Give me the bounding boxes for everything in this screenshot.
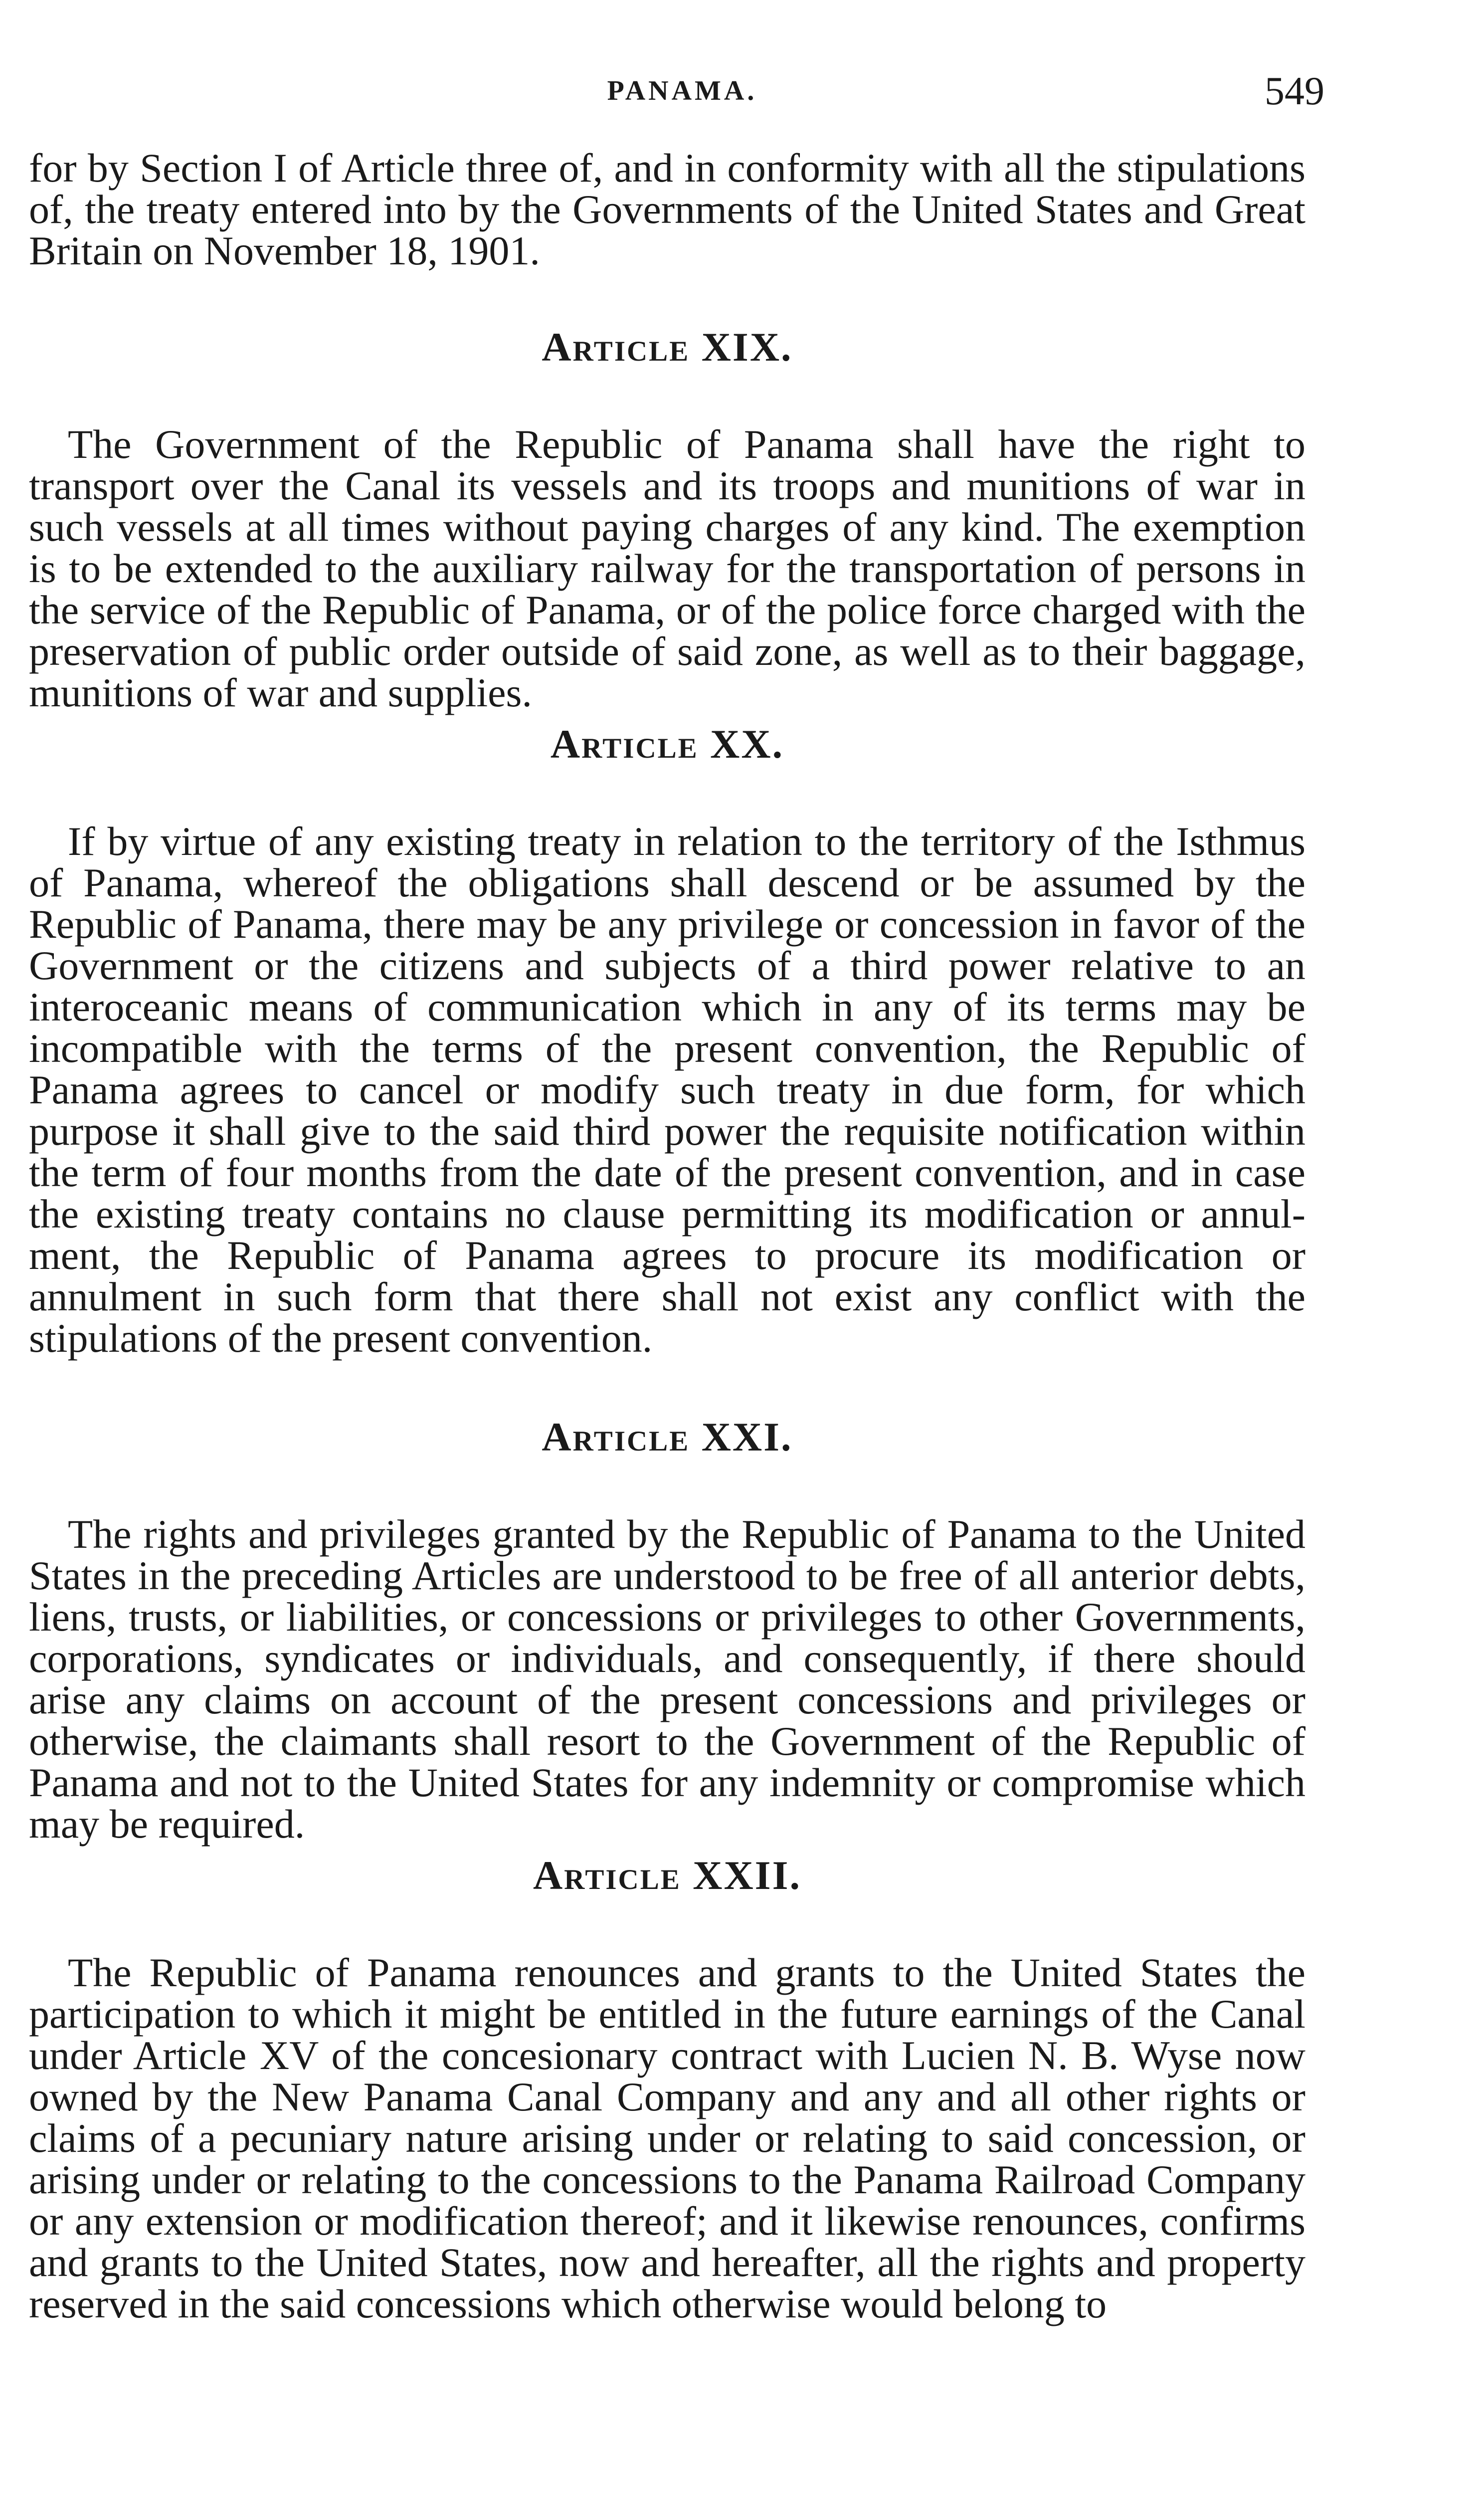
article-heading-xxi: Article XXI.	[542, 1414, 793, 1459]
page-number: 549	[1265, 69, 1324, 113]
article-paragraph-xx: If by virtue of any existing treaty in relation to the territory of the Isthmus of Panama, whereof the obligations shall descend or be assumed by the Republic of Panama, there may be any privilege or concession in favor of the Government or the citizens and subjects of a third power relative to an interoceanic means of communication which in any of its terms may be incompatible with the terms of the present convention, the Republic of Panama agrees to cancel or modify such treaty in due form, for which purpose it shall give to the said third power the requisite notification within the term of four months from the date of the present convention, and in case the existing treaty contains no clause permitting its modification or annulment, the Republic of Panama agrees to procure its modification or annulment in such form that there shall not exist any conflict with the stipulations of the present convention.	[29, 819, 1305, 1361]
article-paragraph-xxii: The Republic of Panama renounces and grants to the United States the participation to which it might be entitled in the future earnings of the Canal under Article XV of the concesionary contract with Lucien N. B. Wyse now owned by the New Panama Canal Company and any and all other rights or claims of a pecuniary nature arising under or relating to said concession, or arising under or relating to the concessions to the Panama Railroad Company or any extension or modification thereof; and it likewise renounces, confirms and grants to the United States, now and hereafter, all the rights and property reserved in the said concessions which otherwise would belong to	[29, 1950, 1305, 2326]
article-paragraph-xxi: The rights and privileges granted by the Republic of Panama to the United States in the preceding Articles are understood to be free of all anterior debts, liens, trusts, or liabilities, or concessions or privileges to other Governments, corporations, syndicates or individuals, and consequently, if there should arise any claims on account of the present concessions and privileges or otherwise, the claimants shall resort to the Government of the Republic of Panama and not to the United States for any indemnity or compromise which may be required.	[29, 1511, 1305, 1847]
running-head	[30, 69, 1334, 130]
article-heading-xxii: Article XXII.	[533, 1853, 802, 1898]
article-heading-xx: Article XX.	[550, 721, 784, 767]
article-heading-xix: Article XIX.	[542, 324, 793, 370]
body-text	[29, 147, 1305, 2324]
running-title: PANAMA.	[607, 75, 757, 106]
continuation-paragraph: for by Section I of Article three of, and in conformity with all the stipulations of, the treaty entered into by the Governments of the United States and Great Britain on November 18, 1901.	[29, 145, 1305, 273]
article-paragraph-xix: The Government of the Republic of Panama shall have the right to transport over the Canal its vessels and its troops and munitions of war in such vessels at all times without paying charges of any kind. The exemption is to be extended to the auxiliary railway for the transportation of persons in the service of the Republic of Panama, or of the police force charged with the preservation of public order outside of said zone, as well as to their baggage, munitions of war and supplies.	[29, 421, 1305, 715]
